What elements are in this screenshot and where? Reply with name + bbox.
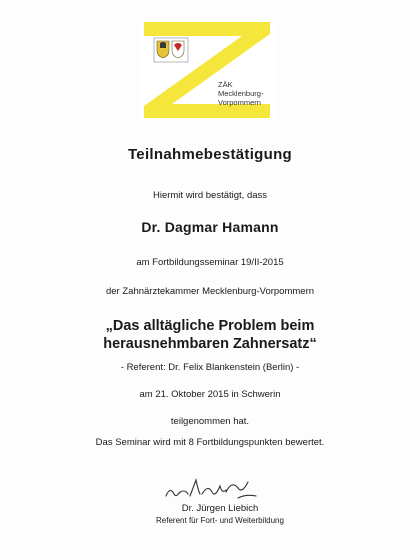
handwritten-signature [160,474,260,504]
seminar-topic [0,317,420,353]
date-location-text: am 21. Oktober 2015 in Schwerin [139,389,281,400]
referent-text: - Referent: Dr. Felix Blankenstein (Berlin) - [120,362,300,373]
seminar-text: am Fortbildungsseminar 19/II-2015 [136,257,284,268]
signer-role: Referent für Fort- und Weiterbildung [156,516,284,525]
chamber-text: der Zahnärztekammer Mecklenburg-Vorpommern [105,286,315,297]
logo-line-1: ZÄK [218,80,233,89]
certificate-title: Teilnahmebestätigung [127,146,293,163]
logo-line-2: Mecklenburg- [218,89,264,98]
points-text: Das Seminar wird mit 8 Fortbildungspunkten bewertet. [95,437,325,448]
logo-caption [218,80,278,107]
participant-name: Dr. Dagmar Hamann [141,219,279,235]
attended-text: teilgenommen hat. [170,416,250,427]
topic-line-1: „Das alltägliche Problem beim [105,318,315,334]
signer-name: Dr. Jürgen Liebich [181,503,259,514]
intro-text: Hiermit wird bestätigt, dass [152,190,268,201]
logo-line-3: Vorpommern [218,98,261,107]
coat-of-arms-icon [154,38,188,62]
topic-line-2: herausnehmbaren Zahnersatz“ [103,336,317,352]
